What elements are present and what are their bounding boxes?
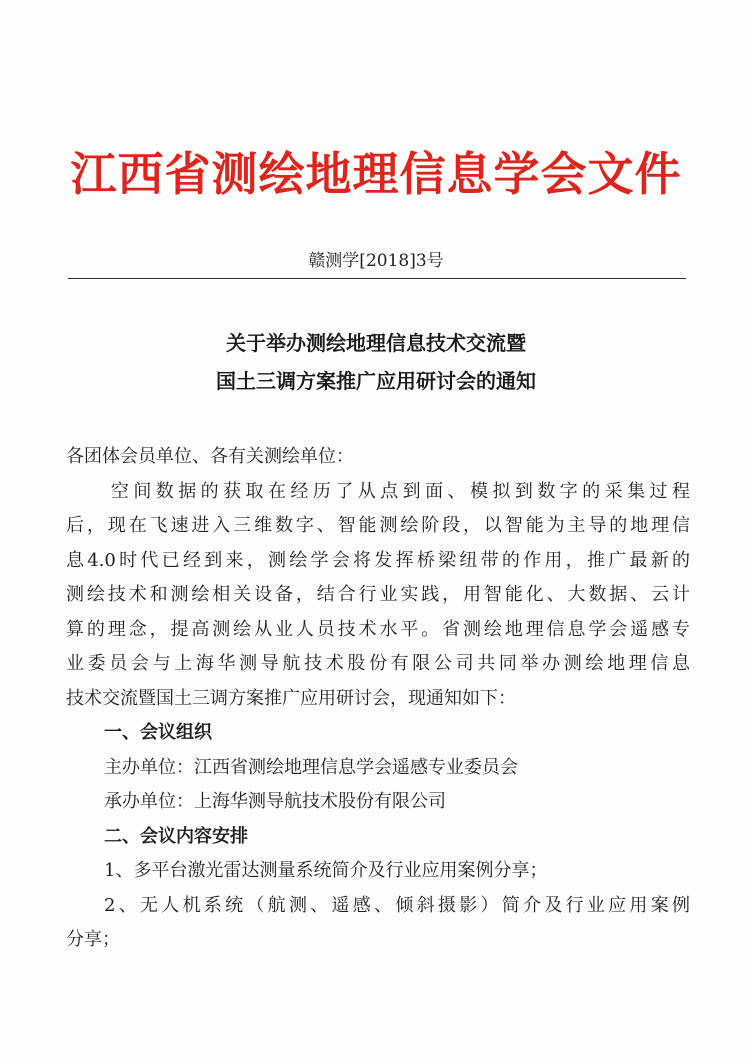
intro-paragraph xyxy=(66,475,690,717)
section-heading-content: 二、会议内容安排 xyxy=(104,825,248,847)
host-unit: 主办单位：江西省测绘地理信息学会遥感专业委员会 xyxy=(104,756,518,778)
salutation: 各团体会员单位、各有关测绘单位： xyxy=(66,446,354,467)
paragraph-line: 空间数据的获取在经历了从点到面、模拟到数字的采集过程 xyxy=(66,480,690,502)
content-item-2-line-2: 分享； xyxy=(66,929,120,950)
paragraph-line: 技术交流暨国土三调方案推广应用研讨会，现通知如下： xyxy=(66,687,516,709)
paragraph-line: 后，现在飞速进入三维数字、智能测绘阶段，以智能为主导的地理信 xyxy=(66,515,690,536)
paragraph-line: 测绘技术和测绘相关设备，结合行业实践，用智能化、大数据、云计 xyxy=(66,584,690,605)
section-heading-organization: 一、会议组织 xyxy=(104,722,212,743)
paragraph-line: 算的理念，提高测绘从业人员技术水平。省测绘地理信息学会遥感专 xyxy=(66,618,690,640)
paragraph-line: 息4.0时代已经到来，测绘学会将发挥桥梁纽带的作用，推广最新的 xyxy=(66,549,690,571)
notice-title-line-1: 关于举办测绘地理信息技术交流暨 xyxy=(226,331,526,355)
notice-body xyxy=(66,440,690,958)
header-divider xyxy=(68,278,686,279)
document-number: 赣测学[2018]3号 xyxy=(308,251,444,271)
content-item-2-line-1: 2、无人机系统（航测、遥感、倾斜摄影）简介及行业应用案例 xyxy=(104,894,690,916)
paragraph-line: 业委员会与上海华测导航技术股份有限公司共同举办测绘地理信息 xyxy=(66,653,690,674)
document-header-title: 江西省测绘地理信息学会文件 xyxy=(70,147,682,201)
organizer-unit: 承办单位：上海华测导航技术股份有限公司 xyxy=(104,791,446,812)
notice-title-line-2: 国土三调方案推广应用研讨会的通知 xyxy=(216,369,536,393)
content-item-1: 1、多平台激光雷达测量系统简介及行业应用案例分享； xyxy=(104,860,548,881)
notice-title xyxy=(0,324,752,400)
